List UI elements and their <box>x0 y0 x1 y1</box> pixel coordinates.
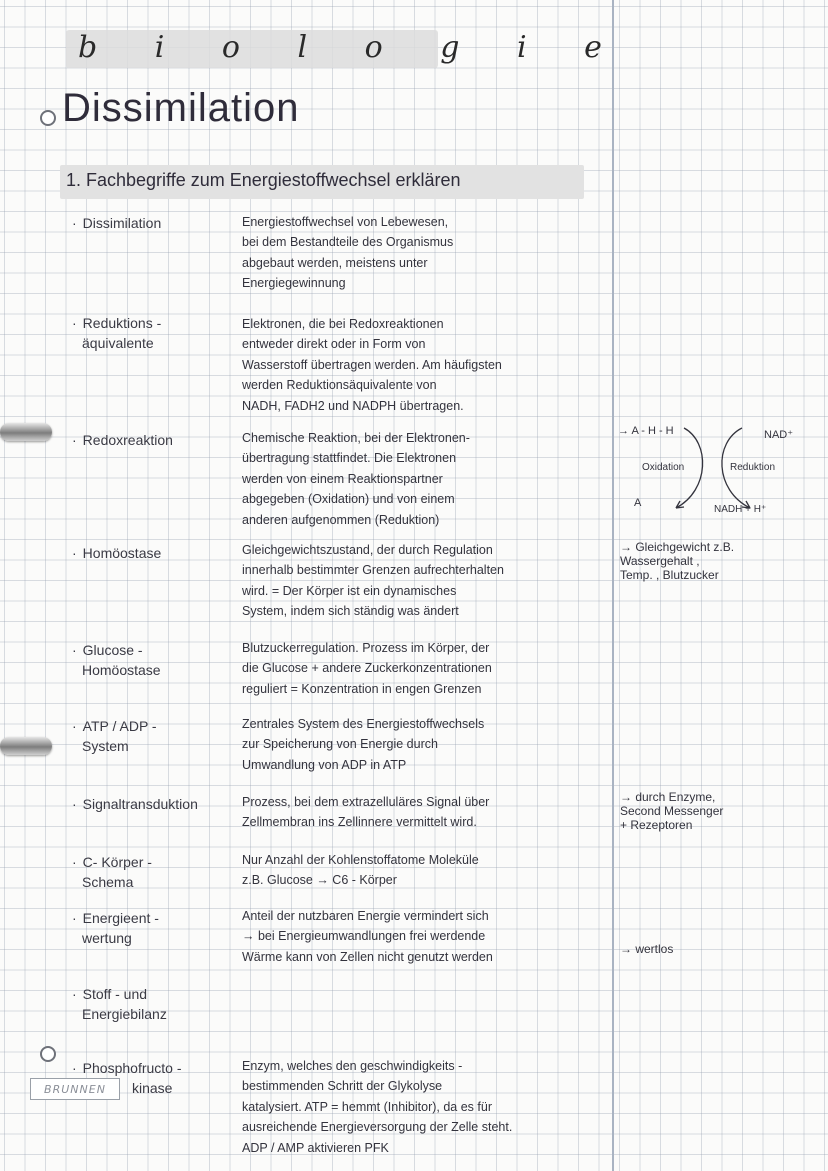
term-label: Reduktions - <box>82 315 162 331</box>
redox-bottom-left: A <box>634 497 642 509</box>
term-label: Homöostase <box>82 545 162 561</box>
term-redoxreaktion: · Redoxreaktion <box>72 432 173 448</box>
term-label-continued: Energiebilanz <box>82 1006 167 1022</box>
definition-line: Wasserstoff übertragen werden. Am häufigsten <box>242 357 502 372</box>
term-phosphofructokinase: · Phosphofructo - kinase <box>72 1060 182 1096</box>
term-label: Energieent - <box>82 910 159 926</box>
redox-top-right: NAD⁺ <box>764 429 794 441</box>
definition-homoeostase <box>242 540 614 622</box>
definition-line: bestimmenden Schritt der Glykolyse <box>242 1079 443 1094</box>
definition-line: werden Reduktionsäquivalente von <box>242 378 437 393</box>
definition-line: Elektronen, die bei Redoxreaktionen <box>242 317 444 331</box>
definition-signaltransduktion <box>242 792 614 833</box>
definition-line: Energiegewinnung <box>242 276 346 291</box>
definition-reduktionsaequivalente <box>242 314 614 416</box>
term-label-continued: äquivalente <box>82 335 154 351</box>
side-note-signaltransduktion <box>620 790 723 832</box>
side-note-line: Temp. , Blutzucker <box>620 568 719 582</box>
redox-oxidation-label: Oxidation <box>642 462 685 473</box>
definition-line: anderen aufgenommen (Reduktion) <box>242 512 440 527</box>
definition-line: z.B. Glucose → C6 - Körper <box>242 873 397 888</box>
term-glucose-homoeostase: · Glucose - Homöostase <box>72 642 161 678</box>
definition-line: Enzym, welches den geschwindigkeits - <box>242 1059 463 1073</box>
definition-line: Blutzuckerregulation. Prozess im Körper, der <box>242 641 490 655</box>
definition-glucose-homoeostase <box>242 638 614 699</box>
definition-line: Nur Anzahl der Kohlenstoffatome Moleküle <box>242 853 479 867</box>
term-label-continued: Homöostase <box>82 662 161 678</box>
term-homoeostase: · Homöostase <box>72 545 162 561</box>
definition-line: Energiestoffwechsel von Lebewesen, <box>242 215 449 229</box>
redox-top-left: → A - H - H <box>618 425 674 437</box>
term-label-continued: kinase <box>132 1080 173 1096</box>
redox-reduction-label: Reduktion <box>730 462 776 473</box>
side-note-line: Second Messenger <box>620 804 724 818</box>
term-label-continued: wertung <box>82 930 132 946</box>
term-stoff-energiebilanz: · Stoff - und Energiebilanz <box>72 986 167 1022</box>
term-label: C- Körper - <box>82 854 152 870</box>
definition-line: ausreichende Energieversorgung der Zelle steht. <box>242 1120 513 1135</box>
term-label: ATP / ADP - <box>82 718 157 734</box>
term-label: Redoxreaktion <box>82 432 173 448</box>
definition-energieentwertung <box>242 906 614 967</box>
definition-line: abgebaut werden, meistens unter <box>242 255 428 270</box>
definition-line: innerhalb bestimmter Grenzen aufrechterhalten <box>242 563 504 578</box>
definition-line: Chemische Reaktion, bei der Elektronen- <box>242 431 470 445</box>
definition-line: System, indem sich ständig was ändert <box>242 604 459 619</box>
term-signaltransduktion: · Signaltransduktion <box>72 796 198 812</box>
definition-line: katalysiert. ATP = hemmt (Inhibitor), da es für <box>242 1099 492 1114</box>
side-note-line: → durch Enzyme, <box>620 790 716 804</box>
definition-line: übertragung stattfindet. Die Elektronen <box>242 451 457 466</box>
redox-diagram <box>614 418 822 522</box>
binder-ring-top <box>0 423 52 441</box>
redox-bottom-right: NADH + H⁺ <box>714 504 767 515</box>
definition-line: bei dem Bestandteile des Organismus <box>242 235 454 250</box>
definition-redoxreaktion <box>242 428 614 530</box>
side-note-line: → Gleichgewicht z.B. <box>620 540 735 554</box>
definition-line: zur Speicherung von Energie durch <box>242 737 438 752</box>
definition-line: NADH, FADH2 und NADPH übertragen. <box>242 398 464 413</box>
term-label: Stoff - und <box>82 986 148 1002</box>
definition-line: Zellmembran ins Zellinnere vermittelt wird. <box>242 815 477 830</box>
definition-line: Prozess, bei dem extrazelluläres Signal über <box>242 795 490 809</box>
definition-c-koerper-schema <box>242 850 614 891</box>
definition-line: Gleichgewichtszustand, der durch Regulation <box>242 543 493 557</box>
definition-dissimilation <box>242 212 614 294</box>
brand-logo: BRUNNEN <box>30 1078 120 1100</box>
definition-line: die Glucose + andere Zuckerkonzentrationen <box>242 661 492 676</box>
term-label: Glucose - <box>82 642 143 658</box>
section-heading: 1. Fachbegriffe zum Energiestoffwechsel erklären <box>66 170 461 190</box>
term-label: Signaltransduktion <box>82 796 198 812</box>
definition-line: Umwandlung von ADP in ATP <box>242 757 407 772</box>
side-note-homoeostase <box>620 540 734 582</box>
term-c-koerper-schema: · C- Körper - Schema <box>72 854 152 890</box>
definition-line: Wärme kann von Zellen nicht genutzt werden <box>242 949 493 964</box>
page-title: Dissimilation <box>62 86 300 130</box>
definition-line: ADP / AMP aktivieren PFK <box>242 1140 389 1155</box>
definition-line: → bei Energieumwandlungen frei werdende <box>242 929 486 944</box>
subject-title: b i o l o g i e <box>78 30 626 65</box>
term-label-continued: System <box>82 738 129 754</box>
definition-line: reguliert = Konzentration in engen Grenzen <box>242 681 482 696</box>
punch-hole-top <box>40 110 56 126</box>
term-atp-adp-system: · ATP / ADP - System <box>72 718 157 754</box>
term-label-continued: Schema <box>82 874 134 890</box>
side-note-energieentwertung <box>620 942 673 956</box>
definition-line: Zentrales System des Energiestoffwechsels <box>242 717 485 731</box>
definition-line: abgegeben (Oxidation) und von einem <box>242 492 455 507</box>
redox-diagram-svg <box>614 418 822 522</box>
definition-atp-adp-system <box>242 714 614 775</box>
punch-hole-bottom <box>40 1046 56 1062</box>
definition-line: Anteil der nutzbaren Energie vermindert sich <box>242 909 489 923</box>
term-dissimilation: · Dissimilation <box>72 215 162 231</box>
term-energieentwertung: · Energieent - wertung <box>72 910 159 946</box>
definition-line: entweder direkt oder in Form von <box>242 337 426 352</box>
term-reduktionsaequivalente: · Reduktions - äquivalente <box>72 315 162 351</box>
definition-phosphofructokinase <box>242 1056 614 1158</box>
term-label: Dissimilation <box>82 215 162 231</box>
side-note-line: → wertlos <box>620 942 674 956</box>
binder-ring-bottom <box>0 737 52 755</box>
definition-line: werden von einem Reaktionspartner <box>242 471 443 486</box>
definition-line: wird. = Der Körper ist ein dynamisches <box>242 583 457 598</box>
term-label: Phosphofructo - <box>82 1060 182 1076</box>
side-note-line: + Rezeptoren <box>620 818 693 832</box>
side-note-line: Wassergehalt , <box>620 554 700 568</box>
